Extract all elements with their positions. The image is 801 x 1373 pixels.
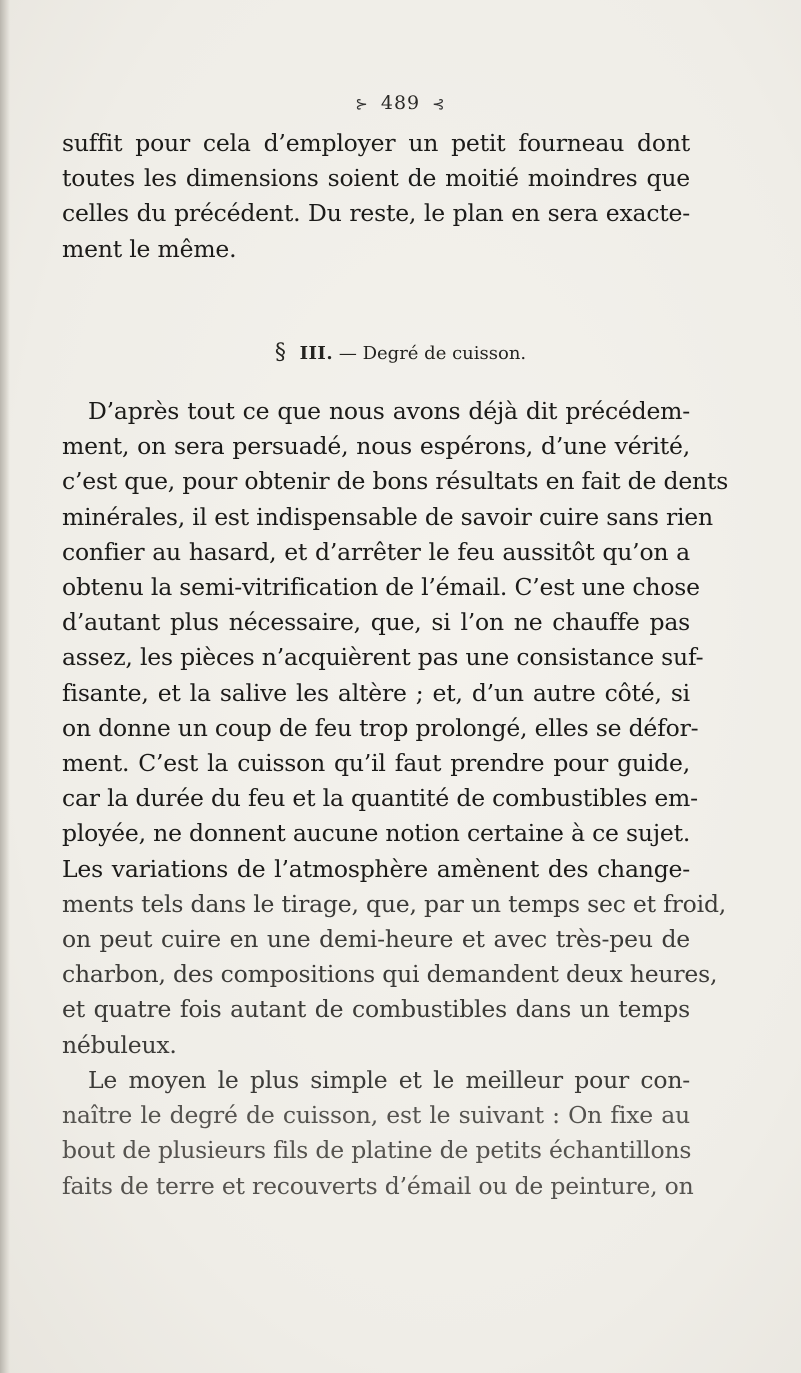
section-title: Degré de cuisson. (362, 343, 527, 364)
text-line: Le moyen le plus simple et le meilleur pour con- (88, 1066, 690, 1094)
section-number: III. (299, 343, 334, 364)
page-header (0, 92, 801, 114)
text-line: nébuleux. (62, 1030, 177, 1059)
page-number: 489 (380, 92, 421, 114)
paragraph-continuation (62, 126, 690, 267)
section-heading (0, 340, 801, 365)
text-line: naître le degré de cuisson, est le suivant : On fixe au (62, 1101, 690, 1130)
ornament-left-icon: ⊱ (355, 95, 369, 113)
text-line: fisante, et la salive les altère ; et, d’un autre côté, si (62, 678, 690, 707)
text-line: c’est que, pour obtenir de bons résultats en fait de dents (62, 467, 729, 496)
text-line: ployée, ne donnent aucune notion certaine à ce sujet. (62, 819, 691, 848)
text-line: bout de plusieurs fils de platine de petits échantillons (62, 1136, 692, 1165)
paragraph-moyen (62, 1063, 694, 1204)
text-line: ment, on sera persuadé, nous espérons, d’une vérité, (62, 432, 690, 461)
page-binding-shadow (0, 0, 10, 1373)
text-line: ment. C’est la cuisson qu’il faut prendre pour guide, (62, 749, 690, 778)
text-line: Les variations de l’atmosphère amènent des change- (62, 854, 690, 883)
text-line: ments tels dans le tirage, que, par un temps sec et froid, (62, 889, 727, 918)
text-line: on peut cuire en une demi-heure et avec très-peu de (62, 925, 690, 954)
text-line: faits de terre et recouverts d’émail ou de peinture, on (62, 1171, 694, 1200)
text-line: minérales, il est indispensable de savoir cuire sans rien (62, 502, 713, 531)
text-line: celles du précédent. Du reste, le plan en sera exacte- (62, 199, 690, 228)
paragraph-degre-de-cuisson (62, 394, 729, 1063)
text-line: ment le même. (62, 234, 237, 263)
section-sign: § (274, 340, 286, 365)
text-line: et quatre fois autant de combustibles dans un temps (62, 995, 690, 1024)
text-line: on donne un coup de feu trop prolongé, elles se défor- (62, 713, 699, 742)
text-line: charbon, des compositions qui demandent deux heures, (62, 960, 718, 989)
section-dash: — (338, 343, 357, 364)
text-line: confier au hasard, et d’arrêter le feu aussitôt qu’on a (62, 537, 690, 566)
text-line: toutes les dimensions soient de moitié moindres que (62, 164, 690, 193)
text-line: obtenu la semi-vitrification de l’émail. C’est une chose (62, 573, 700, 602)
text-line: d’autant plus nécessaire, que, si l’on ne chauffe pas (62, 608, 690, 637)
text-line: D’après tout ce que nous avons déjà dit précédem- (88, 397, 690, 425)
text-line: suffit pour cela d’employer un petit fourneau dont (62, 129, 690, 157)
ornament-right-icon: ⊰ (432, 95, 446, 113)
text-line: car la durée du feu et la quantité de combustibles em- (62, 784, 698, 813)
text-line: assez, les pièces n’acquièrent pas une consistance suf- (62, 643, 704, 672)
